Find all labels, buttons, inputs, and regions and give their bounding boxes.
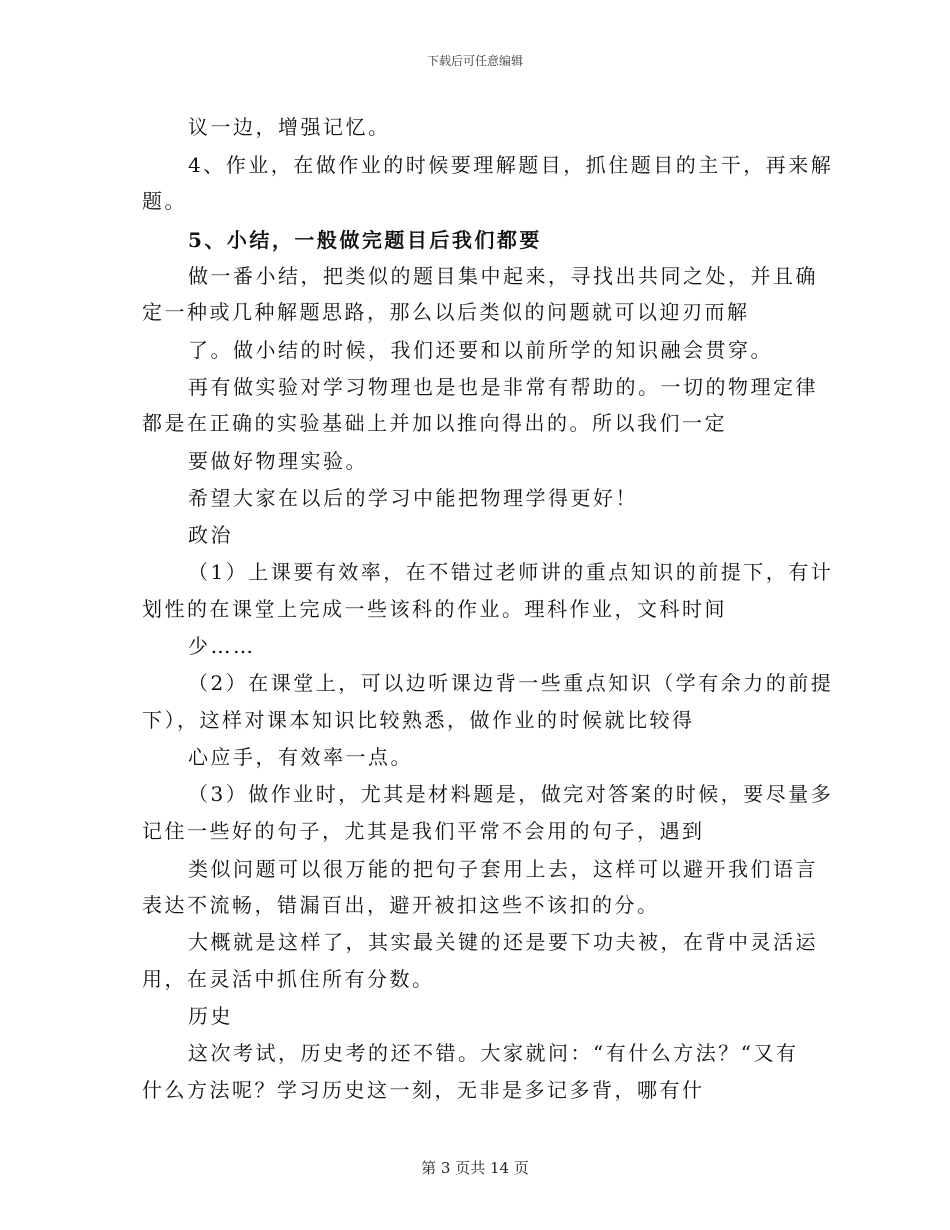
text-line: 题。	[142, 189, 187, 213]
page-footer: 第 3 页共 14 页	[421, 1159, 529, 1177]
text-line: 了。做小结的时候，我们还要和以前所学的知识融会贯穿。	[188, 338, 773, 362]
text-line: 4、作业，在做作业的时候要理解题目，抓住题目的主干，再来解	[188, 153, 834, 177]
text-line: 做一番小结，把类似的题目集中起来，寻找出共同之处，并且确	[188, 264, 818, 288]
text-line: 都是在正确的实验基础上并加以推向得出的。所以我们一定	[142, 411, 727, 435]
text-line: 要做好物理实验。	[188, 449, 368, 473]
text-line: 用，在灵活中抓住所有分数。	[142, 967, 435, 991]
text-line: （2）在课堂上，可以边听课边背一些重点知识（学有余力的前提	[188, 671, 834, 695]
text-line: （1）上课要有效率，在不错过老师讲的重点知识的前提下，有计	[188, 560, 834, 584]
text-line: 心应手，有效率一点。	[188, 745, 413, 769]
text-line: 表达不流畅，错漏百出，避开被扣这些不该扣的分。	[142, 893, 660, 917]
text-line: （3）做作业时，尤其是材料题是，做完对答案的时候，要尽量多	[188, 782, 834, 806]
text-line: 大概就是这样了，其实最关键的还是要下功夫被，在背中灵活运	[188, 930, 818, 954]
text-line: 类似问题可以很万能的把句子套用上去，这样可以避开我们语言	[188, 857, 818, 881]
subject-heading: 历史	[188, 1004, 233, 1028]
text-line: 记住一些好的句子，尤其是我们平常不会用的句子，遇到	[142, 819, 705, 843]
text-line: 这次考试，历史考的还不错。大家就问：“有什么方法？“又有	[188, 1041, 799, 1065]
section-heading: 5、小结，一般做完题目后我们都要	[188, 228, 542, 252]
text-line: 下），这样对课本知识比较熟悉，做作业的时候就比较得	[142, 708, 695, 732]
text-line: 少……	[188, 634, 256, 658]
text-line: 什么方法呢？学习历史这一刻，无非是多记多背，哪有什	[142, 1078, 705, 1102]
text-line: 议一边，增强记忆。	[188, 115, 391, 139]
text-line: 再有做实验对学习物理也是也是非常有帮助的。一切的物理定律	[188, 375, 818, 399]
text-line: 希望大家在以后的学习中能把物理学得更好！	[188, 486, 638, 510]
text-line: 定一种或几种解题思路，那么以后类似的问题就可以迎刃而解	[142, 300, 750, 324]
page-header: 下载后可任意编辑	[426, 54, 523, 68]
text-line: 划性的在课堂上完成一些该科的作业。理科作业，文科时间	[142, 597, 727, 621]
subject-heading: 政治	[188, 523, 233, 547]
